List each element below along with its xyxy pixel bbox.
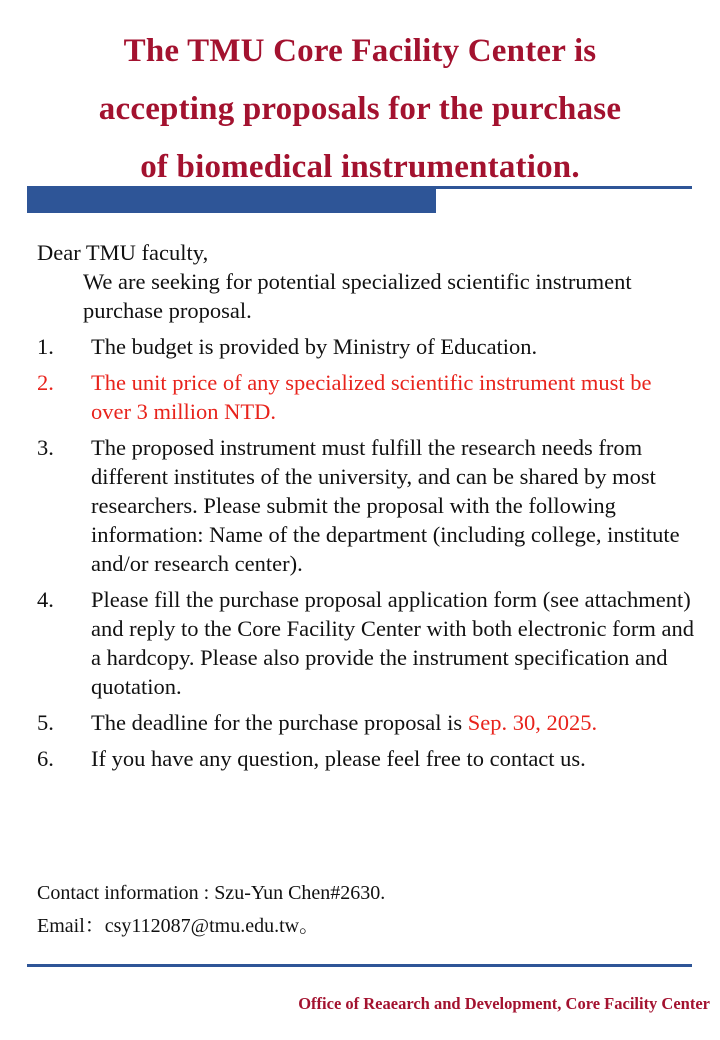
title-line-2: accepting proposals for the purchase [98, 91, 622, 127]
requirements-list [37, 332, 697, 773]
deadline-date: Sep. 30, 2025. [467, 710, 598, 735]
list-item-text: If you have any question, please feel free to contact us. [91, 746, 586, 771]
list-item [37, 332, 697, 361]
list-item [37, 368, 697, 426]
list-item-number: 2. [37, 370, 54, 395]
list-item-text: The proposed instrument must fulfill the research needs from different institutes of the university, and can be shared by most researchers. Please submit the proposal with the following information: Name of the department (including college, institute and/or research center). [91, 435, 680, 576]
list-item [37, 744, 697, 773]
contact-info: Contact information : Szu-Yun Chen#2630. [37, 882, 386, 904]
list-item-text: The unit price of any specialized scientific instrument must be over 3 million NTD. [91, 370, 652, 424]
title-line-3: of biomedical instrumentation. [140, 149, 580, 185]
list-item-text: The budget is provided by Ministry of Education. [91, 334, 538, 359]
list-item [37, 433, 697, 578]
list-item-number: 5. [37, 710, 54, 735]
list-item [37, 585, 697, 701]
contact-email: Email：csy112087@tmu.edu.tw。 [37, 915, 320, 937]
page-title [20, 22, 700, 196]
deadline-text: The deadline for the purchase proposal is [91, 710, 468, 735]
list-item [37, 708, 697, 737]
intro-paragraph: We are seeking for potential specialized scientific instrument purchase proposal. [83, 269, 632, 323]
list-item-text [91, 708, 697, 737]
contact-block [37, 877, 677, 943]
list-item-number: 4. [37, 587, 54, 612]
letter-body [37, 238, 697, 780]
footer-office: Office of Reaearch and Development, Core Facility Center [298, 994, 710, 1013]
list-item-number: 6. [37, 746, 54, 771]
list-item-number: 3. [37, 435, 54, 460]
list-item-number: 1. [37, 334, 54, 359]
title-line-1: The TMU Core Facility Center is [123, 33, 597, 69]
footer-divider [27, 964, 692, 967]
list-item-text: Please fill the purchase proposal application form (see attachment) and reply to the Core Facility Center with both electronic form and a hardcopy. Please also provide the instrument specification and quotation. [91, 587, 694, 699]
greeting: Dear TMU faculty, [37, 240, 209, 265]
title-accent-bar [27, 189, 436, 213]
